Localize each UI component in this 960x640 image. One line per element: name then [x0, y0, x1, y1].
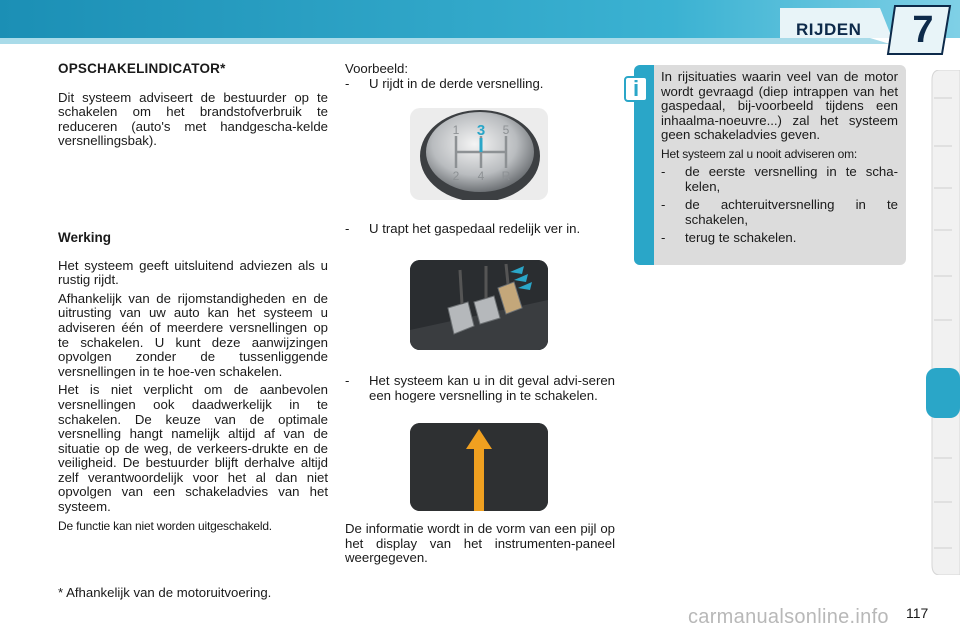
example-step-3-block — [345, 374, 615, 403]
gear-label-r: R — [501, 169, 511, 183]
chapter-tab-active — [926, 368, 960, 418]
info-content — [661, 70, 898, 246]
info-list-item-1: - de eerste versnelling in te scha-kelen, — [661, 164, 898, 194]
chapter-number: 7 — [912, 9, 934, 51]
example-step-3: - Het systeem kan u in dit geval advi-seren een hogere versnelling in te schakelen. — [345, 373, 615, 403]
werking-heading: Werking — [58, 229, 112, 245]
page-number: 117 — [906, 605, 929, 621]
example-intro — [345, 62, 615, 91]
example-step-1: - U rijdt in de derde versnelling. — [345, 75, 544, 91]
gear-label-4: 4 — [477, 169, 485, 183]
gear-label-2: 2 — [452, 169, 460, 183]
left-column — [58, 62, 328, 537]
example-step-2: - U trapt het gaspedaal redelijk ver in. — [345, 221, 581, 236]
pedals-illustration — [410, 260, 548, 350]
info-icon: i — [624, 76, 648, 102]
werking-paragraph-2: Afhankelijk van de rijomstandigheden en de uitrusting van uw auto kan het systeem u adviseren één of meerdere versnellingen op te schakelen. U kunt deze aanwijzingen opvolgen zonder de tussenliggende versnellingen in te hoe-ven schakelen. — [58, 290, 328, 379]
gear-label-3-highlighted: 3 — [476, 122, 486, 139]
shift-up-arrow-icon — [410, 423, 548, 511]
voorbeeld-label: Voorbeeld: — [345, 61, 409, 76]
gear-label-1: 1 — [452, 123, 460, 137]
chapter-tab-strip — [926, 70, 960, 575]
werking-paragraph-3: Het is niet verplicht om de aanbevolen versnellingen ook daadwerkelijk in te schakelen. De keuze van de optimale versnelling hangt namelijk altijd af van de situatie op de weg, de verkeers-drukte en de veiligheid. De bestuurder blijft derhalve altijd zelf verantwoordelijk voor het al dan niet opvolgen van een schakeladvies van het systeem. — [58, 382, 328, 515]
info-paragraph-2: Het systeem zal u nooit adviseren om: — [661, 146, 858, 161]
footnote: * Afhankelijk van de motoruitvoering. — [58, 585, 272, 600]
watermark: carmanualsonline.info — [688, 606, 889, 628]
chapter-title: RIJDEN — [796, 20, 862, 39]
shift-up-arrow-figure — [410, 423, 548, 511]
page-header — [0, 0, 960, 56]
gear-knob-figure — [410, 108, 548, 200]
closing-paragraph: De informatie wordt in de vorm van een pijl op het display van het instrumenten-paneel weergegeven. — [345, 521, 615, 566]
gear-knob-illustration — [410, 108, 548, 200]
info-list-item-3: - terug te schakelen. — [661, 230, 797, 245]
info-list-item-2: - de achteruitversnelling in te schakelen, — [661, 197, 898, 227]
pedals-figure — [410, 260, 548, 350]
section-title: OPSCHAKELINDICATOR* — [58, 61, 226, 76]
example-step-2-block — [345, 222, 615, 237]
werking-paragraph-4: De functie kan niet worden uitgeschakeld. — [58, 518, 272, 533]
werking-paragraph-1: Het systeem geeft uitsluitend adviezen als u rustig rijdt. — [58, 257, 328, 288]
info-paragraph-1: In rijsituaties waarin veel van de motor wordt gevraagd (diep intrappen van het gaspedaal, bij-voorbeeld tijdens een inhaalma-noeuvre...) zal het systeem geen schakeladvies geven. — [661, 69, 898, 142]
intro-paragraph: Dit systeem adviseert de bestuurder op te schakelen om het brandstofverbruik te reduceren (auto's met handgescha-kelde versnellingsbak). — [58, 89, 328, 149]
gear-label-5: 5 — [502, 123, 510, 137]
